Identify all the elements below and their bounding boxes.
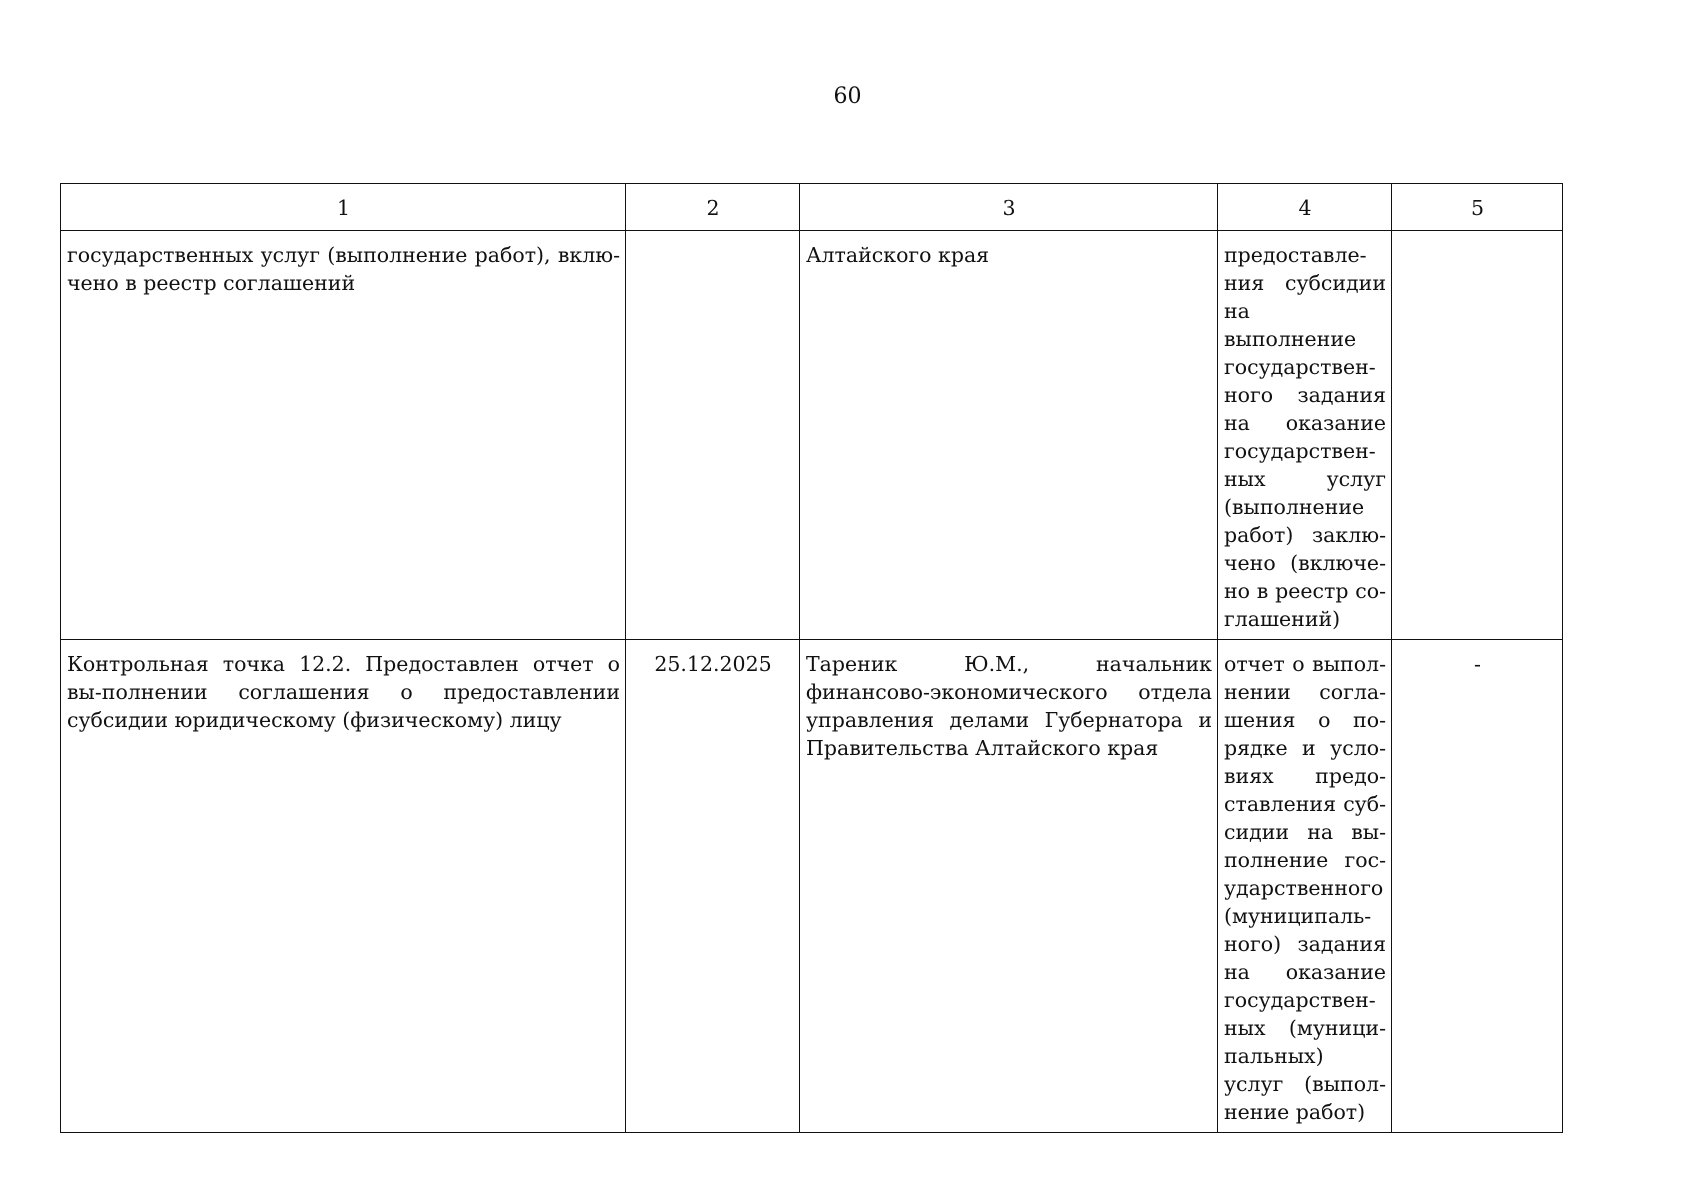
table-row (61, 640, 1563, 1133)
table-cell: предоставле-ния субсидии на выполнение государствен-ного задания на оказание государствен-ных услуг (выполнение работ) заклю-чено (включе-но в реестр со-глашений) (1218, 231, 1392, 640)
table-cell: отчет о выпол-нении согла-шения о по-рядке и усло-виях предо-ставления суб-сидии на вы-полнение гос-ударственного (муниципаль-ного) задания на оказание государствен-ных (муници-пальных) услуг (выпол-нение работ) (1218, 640, 1392, 1133)
page-number: 60 (833, 84, 862, 109)
column-header: 5 (1392, 184, 1563, 231)
column-header: 4 (1218, 184, 1392, 231)
table-cell: Тареник Ю.М., начальник финансово-экономического отдела управления делами Губернатора и Правительства Алтайского края (800, 640, 1218, 1133)
table-cell: 25.12.2025 (626, 640, 800, 1133)
column-header: 1 (61, 184, 626, 231)
table-cell: - (1392, 640, 1563, 1133)
table-cell: государственных услуг (выполнение работ), вклю-чено в реестр соглашений (61, 231, 626, 640)
table-cell: Контрольная точка 12.2. Предоставлен отчет о вы-полнении соглашения о предоставлении субсидии юридическому (физическому) лицу (61, 640, 626, 1133)
table-cell (626, 231, 800, 640)
table-cell: Алтайского края (800, 231, 1218, 640)
table-row (61, 231, 1563, 640)
table-cell (1392, 231, 1563, 640)
column-header: 3 (800, 184, 1218, 231)
document-table (60, 183, 1563, 1133)
column-header: 2 (626, 184, 800, 231)
table-header-row (61, 184, 1563, 231)
